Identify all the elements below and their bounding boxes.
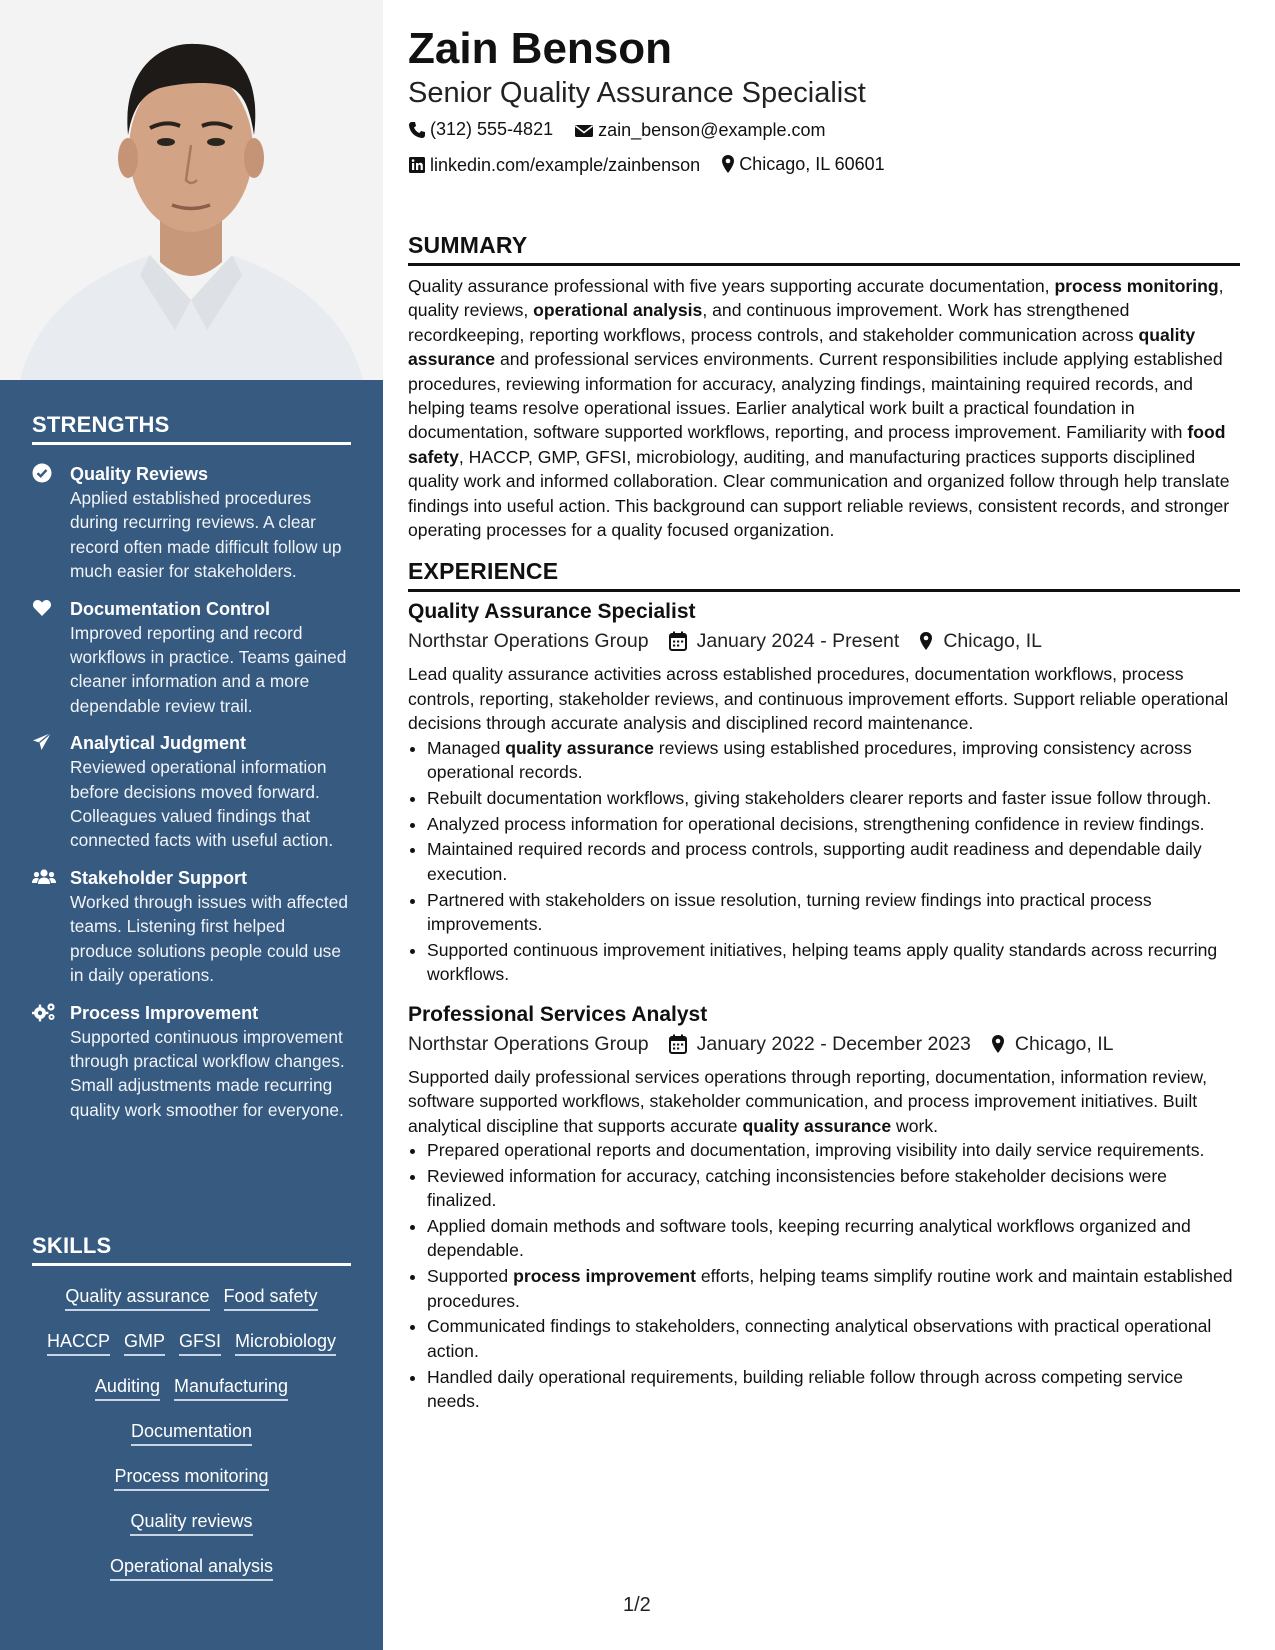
text-run: Handled daily operational requirements, building reliable follow through across competing service needs. [427, 1366, 1183, 1411]
strength-desc: Reviewed operational information before decisions moved forward. Colleagues valued findings that connected facts with useful action. [70, 757, 334, 851]
strength-title: Quality Reviews [70, 464, 209, 484]
calendar-icon [669, 631, 687, 651]
profile-photo-image [0, 0, 383, 380]
skill-tag: Quality reviews [130, 1510, 252, 1536]
strength-item [32, 731, 351, 853]
skill-row [32, 1546, 351, 1591]
skills-section [32, 1233, 351, 1591]
text-run: Supported continuous improvement initiatives, helping teams apply quality standards across recurring workflows. [427, 939, 1218, 985]
bullet-item [427, 1314, 1240, 1363]
text-run: and professional services environments. Current responsibilities include applying established procedures, reviewing information for accuracy, analyzing findings, maintaining required records, and helping teams resolve operational issues. Earlier analytical work built a practical foundation in documentation, software supported workflows, reporting, and process improvement. Familiarity with [408, 349, 1223, 443]
bold-text: food safety [408, 422, 1226, 467]
gears-icon [32, 1002, 54, 1024]
skills-list [32, 1276, 351, 1591]
job-dates: January 2022 - December 2023 [696, 1032, 971, 1055]
strength-item [32, 597, 351, 719]
bold-text: quality assurance [408, 324, 1196, 370]
paper-plane-icon [32, 732, 54, 754]
phone-icon [408, 121, 426, 139]
skill-row [32, 1366, 351, 1411]
text-run: Rebuilt documentation workflows, giving stakeholders clearer reports and faster issue follow through. [427, 787, 1212, 808]
text-run: , and continuous improvement. Work has strengthened recordkeeping, reporting workflows, process controls, and stakeholder communication across [408, 300, 1139, 345]
job-entry [408, 598, 1240, 986]
text-run: Managed [427, 737, 506, 758]
bullet-item [427, 938, 1240, 987]
bold-text: quality assurance [742, 1115, 892, 1136]
experience-heading: EXPERIENCE [408, 558, 1240, 592]
job-title: Quality Assurance Specialist [408, 600, 696, 624]
strength-title: Stakeholder Support [70, 867, 248, 888]
bullet-item [427, 1138, 1240, 1162]
skill-tag: Microbiology [235, 1330, 336, 1356]
text-run: Maintained required records and process controls, supporting audit readiness and dependable daily execution. [427, 839, 1202, 884]
job-company: Northstar Operations Group [408, 630, 649, 653]
text-run: , HACCP, GMP, GFSI, microbiology, auditing, and manufacturing practices supports disciplined quality work and informed collaboration. Clear communication and organized follow through help translate findings into useful action. This background can support reliable reviews, consistent records, and stronger operating processes for a quality focused organization. [408, 446, 1230, 541]
text-run: work. [891, 1115, 939, 1136]
skill-tag: Quality assurance [65, 1285, 209, 1311]
linkedin-contact[interactable] [408, 150, 700, 181]
users-icon [32, 867, 54, 889]
skills-heading: SKILLS [32, 1233, 351, 1266]
skill-tag: GMP [124, 1330, 165, 1356]
job-entry [408, 1001, 1240, 1414]
skill-row [32, 1321, 351, 1366]
skill-tag: Auditing [95, 1375, 160, 1401]
summary-text [408, 274, 1240, 542]
linkedin-text: linkedin.com/example/zainbenson [430, 154, 701, 175]
envelope-icon [574, 123, 594, 139]
calendar-icon [669, 1034, 687, 1054]
strength-desc: Supported continuous improvement through practical workflow changes. Small adjustments made recurring quality work smoother for everyone. [70, 1026, 345, 1120]
summary-heading: SUMMARY [408, 232, 1240, 266]
skill-tag: GFSI [179, 1330, 221, 1356]
text-run: Supported daily professional services operations through reporting, documentation, information review, software supported workflows, stakeholder communication, and process improvement initiatives. Built analytical discipline that supports accurate [408, 1066, 1208, 1136]
job-company: Northstar Operations Group [408, 1032, 649, 1055]
job-meta [408, 1029, 1240, 1059]
job-title: Professional Services Analyst [408, 1002, 708, 1026]
strength-desc: Worked through issues with affected teams. Listening first helped produce solutions people could use in daily operations. [70, 891, 348, 986]
job-dates: January 2024 - Present [696, 630, 900, 653]
job-bullets [408, 736, 1240, 987]
job-location: Chicago, IL [1014, 1032, 1114, 1055]
text-run: Communicated findings to stakeholders, connecting analytical observations with practical operational action. [427, 1316, 1212, 1361]
map-pin-icon [919, 631, 933, 651]
candidate-title: Senior Quality Assurance Specialist [408, 77, 866, 109]
map-pin-icon [991, 1034, 1005, 1054]
text-run: Reviewed information for accuracy, catching inconsistencies before stakeholder decisions were finalized. [427, 1165, 1167, 1211]
strength-desc: Applied established procedures during recurring reviews. A clear record often made difficult follow up much easier for stakeholders. [70, 488, 342, 582]
map-pin-icon [721, 154, 735, 174]
page-number: 1/2 [623, 1594, 651, 1616]
bold-text: quality assurance [505, 737, 654, 758]
main-content [408, 0, 1240, 1415]
job-description [408, 1065, 1240, 1138]
bullet-item [427, 1264, 1240, 1313]
skill-tag: Food safety [224, 1285, 318, 1311]
strengths-heading: STRENGTHS [32, 412, 351, 445]
text-run: Applied domain methods and software tools, keeping recurring analytical workflows organized and dependable. [427, 1215, 1191, 1261]
email-text: zain_benson@example.com [598, 120, 826, 140]
bullet-item [427, 736, 1240, 785]
heart-icon [32, 598, 54, 620]
location-contact [721, 149, 884, 180]
phone-contact[interactable] [408, 114, 553, 145]
location-text: Chicago, IL 60601 [739, 153, 885, 174]
bullet-item [427, 837, 1240, 886]
strength-desc: Improved reporting and record workflows in practice. Teams gained cleaner information and a more dependable review trail. [70, 622, 347, 716]
check-circle-icon [32, 463, 54, 485]
linkedin-icon [408, 156, 426, 174]
job-description [408, 662, 1240, 735]
text-run: reviews using established procedures, improving consistency across operational records. [427, 737, 1192, 783]
job-location: Chicago, IL [943, 630, 1042, 653]
bullet-item [427, 786, 1240, 810]
job-meta [408, 626, 1240, 656]
contact-info [408, 114, 1240, 184]
strength-item [32, 1001, 351, 1123]
skill-tag: HACCP [47, 1330, 110, 1356]
job-bullets [408, 1138, 1240, 1413]
skill-tag: Documentation [131, 1420, 252, 1446]
skill-row [32, 1501, 351, 1546]
bold-text: process monitoring [1054, 276, 1219, 296]
text-run: , quality reviews, [408, 276, 1224, 321]
strength-item [32, 462, 351, 584]
skill-tag: Manufacturing [174, 1375, 288, 1401]
text-run: Lead quality assurance activities across established procedures, documentation workflows, process controls, reporting, stakeholder reviews, and continuous improvement efforts. Support reliable operational decisions through accurate analysis and disciplined record maintenance. [408, 664, 1229, 734]
strength-item [32, 866, 351, 988]
bullet-item [427, 888, 1240, 937]
text-run: Supported [427, 1266, 514, 1287]
bullet-item [427, 1164, 1240, 1213]
skill-row [32, 1411, 351, 1456]
bullet-item [427, 812, 1240, 836]
strengths-section [32, 412, 351, 1122]
skill-row [32, 1456, 351, 1501]
skill-tag: Operational analysis [110, 1555, 273, 1581]
text-run: efforts, helping teams simplify routine work and maintain established procedures. [427, 1266, 1233, 1311]
text-run: Analyzed process information for operational decisions, strengthening confidence in review findings. [427, 813, 1205, 834]
candidate-name: Zain Benson [408, 24, 673, 73]
strength-title: Process Improvement [70, 1002, 259, 1023]
text-run: Partnered with stakeholders on issue resolution, turning review findings into practical process improvements. [427, 889, 1152, 935]
sidebar [0, 0, 383, 1650]
bullet-item [427, 1214, 1240, 1263]
email-contact[interactable] [574, 115, 825, 146]
bold-text: operational analysis [533, 300, 703, 321]
bullet-item [427, 1365, 1240, 1414]
strength-title: Documentation Control [70, 598, 270, 619]
bold-text: process improvement [513, 1266, 696, 1287]
skill-tag: Process monitoring [114, 1465, 268, 1491]
profile-photo [0, 0, 383, 380]
text-run: Quality assurance professional with five years supporting accurate documentation, [408, 276, 1055, 296]
text-run: Prepared operational reports and documentation, improving visibility into daily service requirements. [427, 1139, 1205, 1160]
skill-row [32, 1276, 351, 1321]
phone-text: (312) 555-4821 [430, 119, 554, 139]
strength-title: Analytical Judgment [70, 733, 247, 754]
